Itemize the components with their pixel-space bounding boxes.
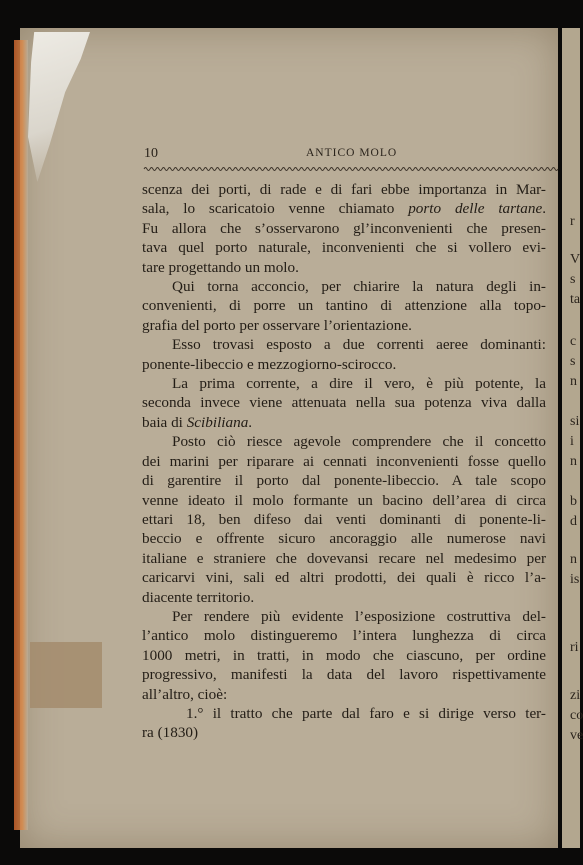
- text-line: all’altro, cioè:: [142, 685, 228, 703]
- page-number: 10: [144, 146, 158, 161]
- text-line: convenienti, di porre un tantino di attenzione alla topo-: [142, 297, 546, 315]
- italic-phrase: Scibiliana: [186, 413, 249, 431]
- margin-letter: n: [570, 552, 577, 567]
- text-line: caricarvi vini, sali ed altri prodotti, dei quali è ricco l’a-: [142, 569, 546, 587]
- text-line: 1000 metri, in tratti, in modo che ciascuno, per ordine: [142, 646, 546, 664]
- text-line: di garentire il porto dal ponente-libeccio. A tale scopo: [142, 472, 546, 490]
- text-line: tare progettando un molo.: [142, 258, 299, 276]
- text-line: grafia del porto per osservare l’orientazione.: [142, 316, 412, 334]
- margin-letter: i: [570, 434, 574, 449]
- margin-letter: ri: [570, 640, 579, 655]
- margin-letter: s: [570, 272, 576, 287]
- margin-letter: ta: [570, 292, 581, 307]
- text-line: tava quel porto naturale, inconvenienti che si vollero evi-: [142, 239, 546, 257]
- text-line: [142, 199, 546, 218]
- margin-letter: c: [570, 334, 577, 349]
- text-line: seconda invece viene attenuata nella sua potenza viva dalla: [142, 394, 546, 412]
- text-line: Per rendere più evidente l’esposizione costruttiva del-: [172, 607, 546, 625]
- margin-letter: is: [570, 572, 580, 587]
- page-edge-stain: [14, 40, 28, 830]
- text-line: 1.° il tratto che parte dal faro e si dirige verso ter-: [186, 704, 546, 722]
- margin-letter: s: [570, 354, 576, 369]
- text-line: Posto ciò riesce agevole comprendere che il concetto: [172, 433, 546, 451]
- wavy-rule: [144, 164, 554, 174]
- text-line: ettari 18, ben difeso dai venti dominanti di ponente-li-: [142, 510, 546, 528]
- tape-fragment: [30, 642, 102, 708]
- text-line: Fu allora che s’osservarono gl’inconvenienti che presen-: [142, 219, 546, 237]
- margin-letter: n: [570, 454, 577, 469]
- margin-letter: si: [570, 414, 580, 429]
- adjacent-page-edge: [562, 28, 583, 848]
- text-line: baia di Scibiliana.: [142, 413, 253, 431]
- margin-letter: b: [570, 494, 577, 509]
- body-text: [142, 180, 546, 743]
- margin-letter: d: [570, 514, 577, 529]
- margin-letter: ve: [570, 728, 583, 743]
- text-line: Esso trovasi esposto a due correnti aeree dominanti:: [172, 336, 546, 354]
- margin-letter: co: [570, 708, 583, 723]
- text-line: Qui torna acconcio, per chiarire la natura degli in-: [172, 278, 546, 296]
- text-line: scenza dei porti, di rade e di fari ebbe importanza in Mar-: [142, 181, 546, 198]
- margin-letter: V: [570, 252, 581, 267]
- text-line: La prima corrente, a dire il vero, è più potente, la: [172, 375, 546, 393]
- text-line: progressivo, manifesti la data del lavoro rispettivamente: [142, 666, 546, 684]
- text-line: ra (1830): [142, 724, 199, 742]
- running-title: ANTICO MOLO: [306, 147, 398, 159]
- text-line: ponente-libeccio e mezzogiorno-scirocco.: [142, 355, 397, 373]
- text-line: beccio e offrente sicuro ancoraggio alle numerose navi: [142, 530, 546, 548]
- margin-letter: n: [570, 374, 577, 389]
- text-line: diacente territorio.: [142, 588, 255, 606]
- text-line-content: sala, lo scaricatoio venne chiamato porto delle tartane.: [142, 200, 546, 218]
- text-line: l’antico molo distingueremo l’intera lunghezza di circa: [142, 627, 546, 645]
- text-line: venne ideato il molo formante un bacino dell’area di circa: [142, 491, 546, 509]
- margin-letter: r: [570, 214, 575, 229]
- text-line: italiane e straniere che dovevansi recare nel medesimo per: [142, 549, 546, 567]
- margin-letter: zi: [570, 688, 581, 703]
- page-header: [144, 146, 554, 166]
- italic-phrase: porto delle tartane: [408, 200, 543, 218]
- text-line: dei marini per riparare ai cennati inconvenienti fosse quello: [142, 452, 546, 470]
